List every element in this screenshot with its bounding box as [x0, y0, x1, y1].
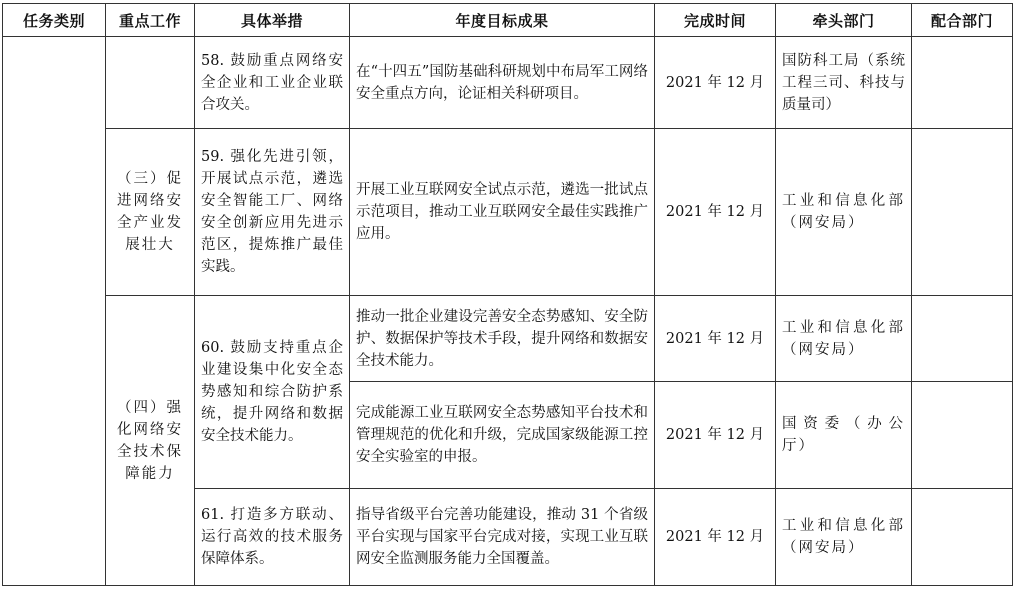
coop-dept-cell — [912, 296, 1013, 382]
lead-dept-cell: 工业和信息化部（网安局） — [776, 129, 912, 296]
key-work-cell: （三）促进网络安全产业发展壮大 — [106, 129, 195, 296]
measure-cell: 61. 打造多方联动、运行高效的技术服务保障体系。 — [195, 489, 350, 586]
col-header-goals: 年度目标成果 — [350, 4, 655, 37]
lead-dept-cell: 国防科工局（系统工程三司、科技与质量司） — [776, 37, 912, 129]
goal-cell: 指导省级平台完善功能建设，推动 31 个省级平台实现与国家平台完成对接，实现工业互联网安全监测服务能力全国覆盖。 — [350, 489, 655, 586]
goal-cell: 完成能源工业互联网安全态势感知平台技术和管理规范的优化和升级，完成国家级能源工控安全实验室的申报。 — [350, 382, 655, 489]
col-header-measures: 具体举措 — [195, 4, 350, 37]
goal-cell: 在“十四五”国防基础科研规划中布局军工网络安全重点方向，论证相关科研项目。 — [350, 37, 655, 129]
deadline-cell: 2021 年 12 月 — [655, 296, 776, 382]
table-row — [3, 129, 1013, 296]
task-table — [2, 3, 1013, 586]
header-row — [3, 4, 1013, 37]
col-header-key-work: 重点工作 — [106, 4, 195, 37]
coop-dept-cell — [912, 37, 1013, 129]
goal-cell: 开展工业互联网安全试点示范，遴选一批试点示范项目，推动工业互联网安全最佳实践推广应用。 — [350, 129, 655, 296]
measure-cell: 60. 鼓励支持重点企业建设集中化安全态势感知和综合防护系统，提升网络和数据安全技术能力。 — [195, 296, 350, 489]
coop-dept-cell — [912, 129, 1013, 296]
deadline-cell: 2021 年 12 月 — [655, 129, 776, 296]
measure-cell: 59. 强化先进引领，开展试点示范，遴选安全智能工厂、网络安全创新应用先进示范区，提炼推广最佳实践。 — [195, 129, 350, 296]
deadline-cell: 2021 年 12 月 — [655, 37, 776, 129]
key-work-cell — [106, 37, 195, 129]
category-cell — [3, 37, 106, 586]
col-header-deadline: 完成时间 — [655, 4, 776, 37]
key-work-cell: （四）强化网络安全技术保障能力 — [106, 296, 195, 586]
table-row — [3, 37, 1013, 129]
col-header-lead-dept: 牵头部门 — [776, 4, 912, 37]
coop-dept-cell — [912, 382, 1013, 489]
measure-cell: 58. 鼓励重点网络安全企业和工业企业联合攻关。 — [195, 37, 350, 129]
table-row — [3, 296, 1013, 382]
goal-cell: 推动一批企业建设完善安全态势感知、安全防护、数据保护等技术手段，提升网络和数据安全技术能力。 — [350, 296, 655, 382]
lead-dept-cell: 工业和信息化部（网安局） — [776, 489, 912, 586]
coop-dept-cell — [912, 489, 1013, 586]
col-header-category: 任务类别 — [3, 4, 106, 37]
deadline-cell: 2021 年 12 月 — [655, 489, 776, 586]
lead-dept-cell: 工业和信息化部（网安局） — [776, 296, 912, 382]
deadline-cell: 2021 年 12 月 — [655, 382, 776, 489]
col-header-coop-dept: 配合部门 — [912, 4, 1013, 37]
lead-dept-cell: 国资委（办公厅） — [776, 382, 912, 489]
